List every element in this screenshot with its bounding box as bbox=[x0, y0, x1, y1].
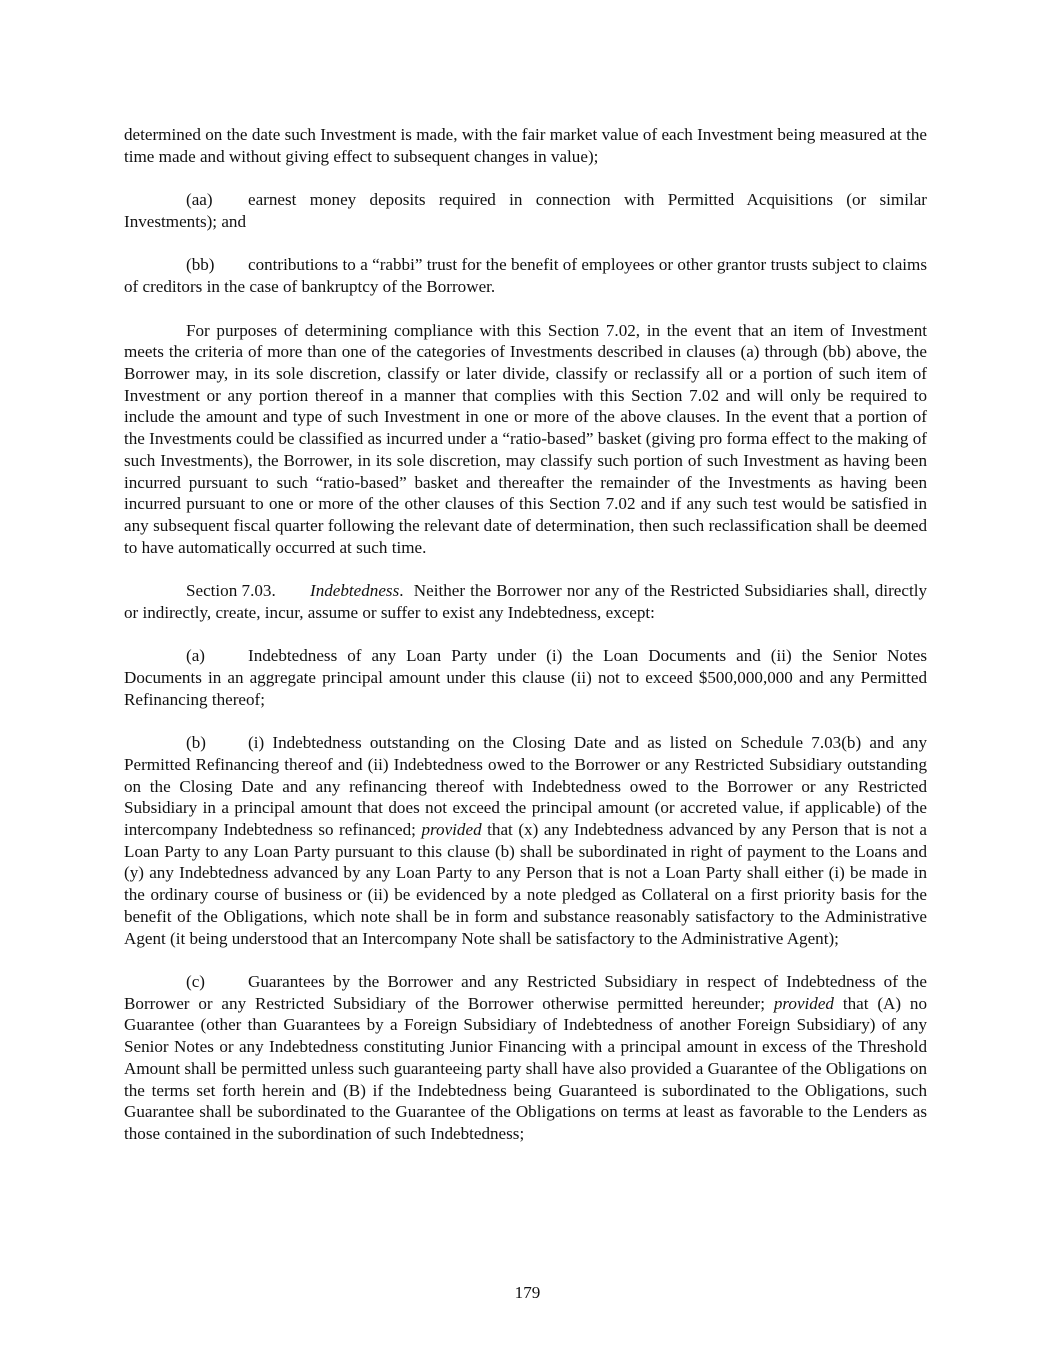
clause-text-before: (i) Indebtedness outstanding on the Closing Date and as listed on Schedule 7.03(b) and any Permitted Refinancing thereof and (ii) Indebtedness owed to the Borrower or any Restricted Subsidiary outstanding on the Closing Date and any refinancing thereof with Indebtedness owed to the Borrower or any Restricted Subsidiary in a principal amount that does not exceed the principal amount (or accreted value, if applicable) of the intercompany Indebtedness so refinanced; bbox=[124, 733, 927, 840]
page-number: 179 bbox=[514, 1283, 541, 1302]
clause-text-before: Guarantees by the Borrower and any Restricted Subsidiary in respect of Indebtedness of the Borrower or any Restricted Subsidiary of the Borrower otherwise permitted hereunder; bbox=[124, 972, 927, 1013]
paragraph-continuation bbox=[124, 124, 927, 167]
clause-text: earnest money deposits required in connection with Permitted Acquisitions (or similar Investments); and bbox=[124, 190, 927, 231]
clause-text-after: that (x) any Indebtedness advanced by any Person that is not a Loan Party to any Loan Party pursuant to this clause (b) shall be subordinated in right of payment to the Loans and (y) any Indebtedness advanced by any Loan Party to any Person that is not a Loan Party shall either (i) be made in the ordinary course of business or (ii) be evidenced by a note pledged as Collateral on a first priority basis for the benefit of the Obligations, which note shall be in form and substance reasonably satisfactory to the Administrative Agent (it being understood that an Intercompany Note shall be satisfactory to the Administrative Agent); bbox=[124, 820, 927, 948]
clause-text: contributions to a “rabbi” trust for the benefit of employees or other grantor trusts subject to claims of creditors in the case of bankruptcy of the Borrower. bbox=[124, 255, 927, 297]
clause-emphasis: provided bbox=[421, 820, 482, 840]
clause-label: (b) bbox=[186, 733, 206, 753]
clause-label: (c) bbox=[186, 972, 205, 992]
clause-a bbox=[124, 645, 927, 710]
paragraph-text: determined on the date such Investment is made, with the fair market value of each Investment being measured at the time made and without giving effect to subsequent changes in value); bbox=[124, 125, 927, 166]
clause-bb bbox=[124, 254, 927, 297]
section-7-03-heading bbox=[124, 580, 927, 623]
clause-aa bbox=[124, 189, 927, 232]
clause-label: (a) bbox=[186, 646, 205, 666]
clause-emphasis: provided bbox=[773, 993, 834, 1013]
clause-text: Indebtedness of any Loan Party under (i) the Loan Documents and (ii) the Senior Notes Documents in an aggregate principal amount under this clause (ii) not to exceed $500,000,000 and any Permitted Refinancing thereof; bbox=[124, 646, 927, 709]
clause-text-after: that (A) no Guarantee (other than Guarantees by a Foreign Subsidiary of Indebtedness of another Foreign Subsidiary) of any Senior Notes or any Indebtedness constituting Junior Financing with a principal amount in excess of the Threshold Amount shall be permitted unless such guaranteeing party shall have also provided a Guarantee of the Obligations on the terms set forth herein and (B) if the Indebtedness being Guaranteed is subordinated to the Obligations, such Guarantee shall be subordinated to the Guarantee of the Obligations on terms at least as favorable to the Lenders as those contained in the subordination of such Indebtedness; bbox=[124, 993, 927, 1143]
clause-c bbox=[124, 971, 927, 1145]
section-text: Neither the Borrower nor any of the Restricted Subsidiaries shall, directly or indirectly, create, incur, assume or suffer to exist any Indebtedness, except: bbox=[124, 581, 927, 622]
section-title: Indebtedness bbox=[310, 581, 400, 601]
section-title-punct: . bbox=[399, 581, 404, 601]
paragraph-text: For purposes of determining compliance with this Section 7.02, in the event that an item of Investment meets the criteria of more than one of the categories of Investments described in clauses (a) through (bb) above, the Borrower may, in its sole discretion, classify or later divide, classify or reclassify all or a portion of such item of Investment or any portion thereof in a manner that complies with this Section 7.02 and will only be required to include the amount and type of such Investment in one or more of the above clauses. In the event that a portion of the Investments could be classified as incurred under a “ratio-based” basket (giving pro forma effect to the making of such Investments), the Borrower, in its sole discretion, may classify such portion of such Investment as having been incurred pursuant to such “ratio-based” basket and thereafter the remainder of the Investments as having been incurred pursuant to one or more of the other clauses of this Section 7.02 and if any such test would be satisfied in any subsequent fiscal quarter following the relevant date of determination, then such reclassification shall be deemed to have automatically occurred at such time. bbox=[124, 320, 927, 557]
document-page bbox=[124, 124, 927, 1167]
section-number: Section 7.03. bbox=[186, 581, 276, 601]
paragraph-purposes bbox=[124, 320, 927, 559]
clause-b bbox=[124, 732, 927, 949]
clause-label: (aa) bbox=[186, 190, 213, 210]
clause-label: (bb) bbox=[186, 255, 215, 275]
